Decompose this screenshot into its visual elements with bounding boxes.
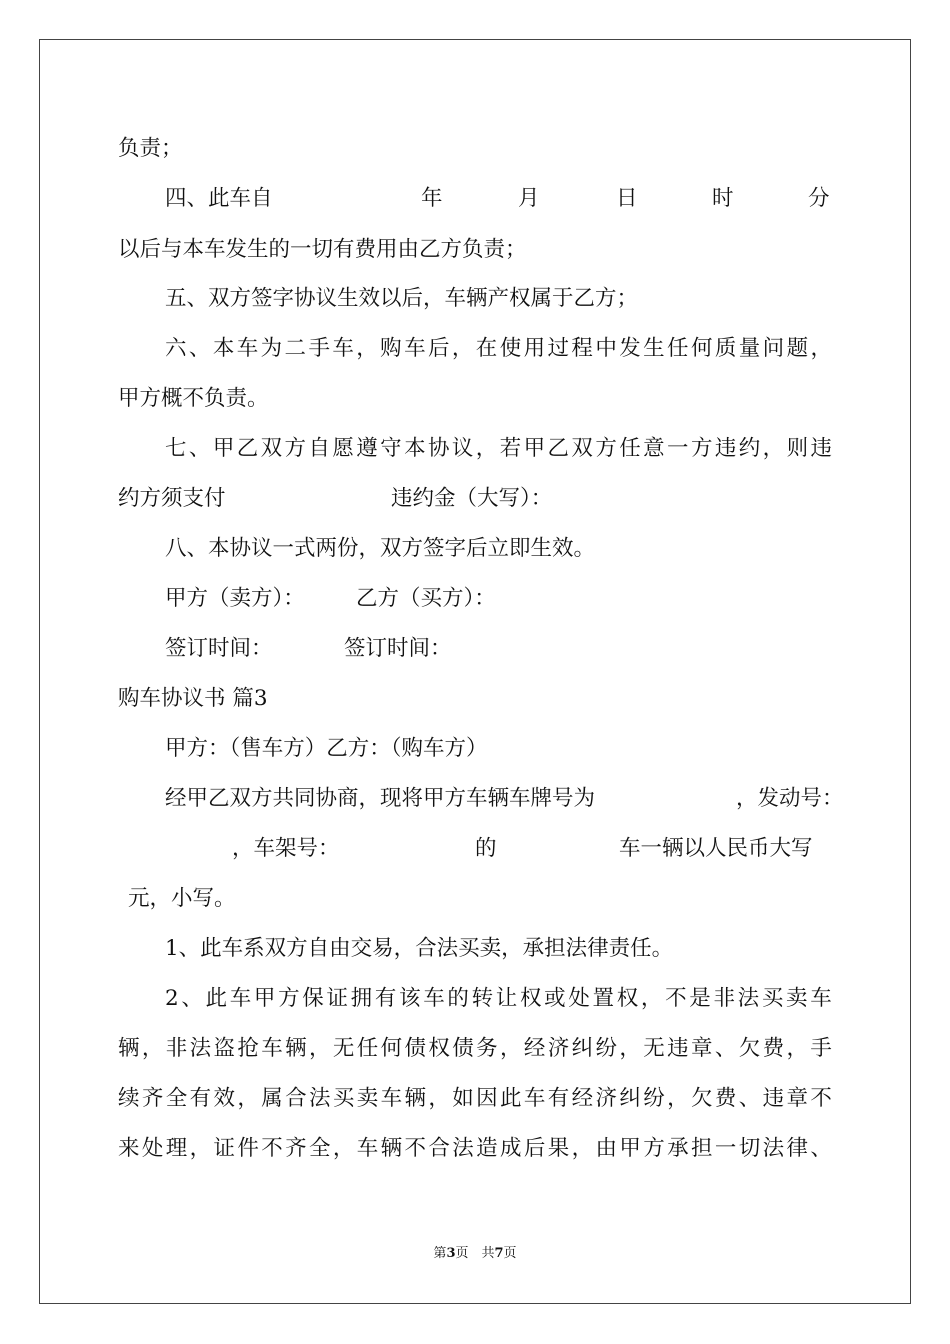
section-heading: 购车协议书 篇3: [118, 686, 268, 711]
text-line: [118, 484, 832, 514]
text-line: [118, 184, 832, 214]
plate-number-label: 经甲乙双方共同协商，现将甲方车辆车牌号为: [165, 786, 596, 811]
penalty-start: 约方须支付: [118, 486, 226, 511]
text-line: 元，小写。: [128, 886, 236, 911]
sign-date-a-label: 签订时间：: [165, 636, 273, 661]
minute-label: 分: [808, 186, 830, 211]
day-label: 日: [616, 186, 638, 211]
party-b-buyer-label: 乙方（买方）：: [356, 586, 496, 611]
text-line: 甲方：（售车方）乙方：（购车方）: [165, 736, 488, 761]
month-label: 月: [518, 186, 540, 211]
text-line: 五、双方签字协议生效以后，车辆产权属于乙方；: [165, 286, 639, 311]
party-a-seller-label: 甲方（卖方）：: [165, 586, 305, 611]
text-line: 八、本协议一式两份，双方签字后立即生效。: [165, 536, 596, 561]
text-line: 七 、 甲 乙 双 方 自 愿 遵 守 本 协 议 ， 若 甲 乙 双 方 任 意 一 方 违 约 ， 则 违: [165, 436, 832, 461]
text-line: 负责；: [118, 136, 183, 161]
text-line: [118, 834, 832, 864]
text-line: 1、此车系双方自由交易，合法买卖，承担法律责任。: [165, 936, 674, 961]
text-line: [118, 784, 844, 814]
text-line: [118, 584, 832, 614]
frame-number-label: ，车架号：: [232, 836, 340, 861]
page-frame: [39, 39, 911, 1304]
text-line: 六 、 本 车 为 二 手 车 ， 购 车 后 ， 在 使 用 过 程 中 发 生 任 何 质 量 问 题 ，: [165, 336, 832, 361]
penalty-amount-label: 违约金（大写）：: [391, 486, 553, 511]
page-footer: [0, 1245, 950, 1263]
current-page-number: 3: [446, 1246, 456, 1261]
footer-suffix: 页: [503, 1246, 517, 1261]
sign-date-b-label: 签订时间：: [344, 636, 452, 661]
footer-mid: 页 共: [455, 1246, 495, 1261]
text-line: 甲方概不负责。: [118, 386, 269, 411]
year-label: 年: [421, 186, 443, 211]
text-line: 2 、 此 车 甲 方 保 证 拥 有 该 车 的 转 让 权 或 处 置 权 ， 不 是 非 法 买 卖 车: [165, 986, 832, 1011]
hour-label: 时: [712, 186, 734, 211]
engine-number-label: ，发动号：: [736, 786, 844, 811]
total-page-number: 7: [494, 1246, 504, 1261]
text-line: 续 齐 全 有 效 ， 属 合 法 买 卖 车 辆 ， 如 因 此 车 有 经 济 纠 纷 ， 欠 费 、 违 章 不: [118, 1086, 832, 1111]
clause-4-start: 四、此车自: [165, 186, 273, 211]
price-uppercase-label: 车一辆以人民币大写: [619, 836, 813, 861]
text-line: 来 处 理 ， 证 件 不 齐 全 ， 车 辆 不 合 法 造 成 后 果 ， 由 甲 方 承 担 一 切 法 律 、: [118, 1136, 832, 1161]
text-line: [118, 634, 832, 664]
text-line: 辆 ， 非 法 盗 抢 车 辆 ， 无 任 何 债 权 债 务 ， 经 济 纠 纷 ， 无 违 章 、 欠 费 ， 手: [118, 1036, 832, 1061]
text-line: 以后与本车发生的一切有费用由乙方负责；: [118, 237, 527, 262]
footer-prefix: 第: [433, 1246, 447, 1261]
model-label: 的: [475, 836, 497, 861]
